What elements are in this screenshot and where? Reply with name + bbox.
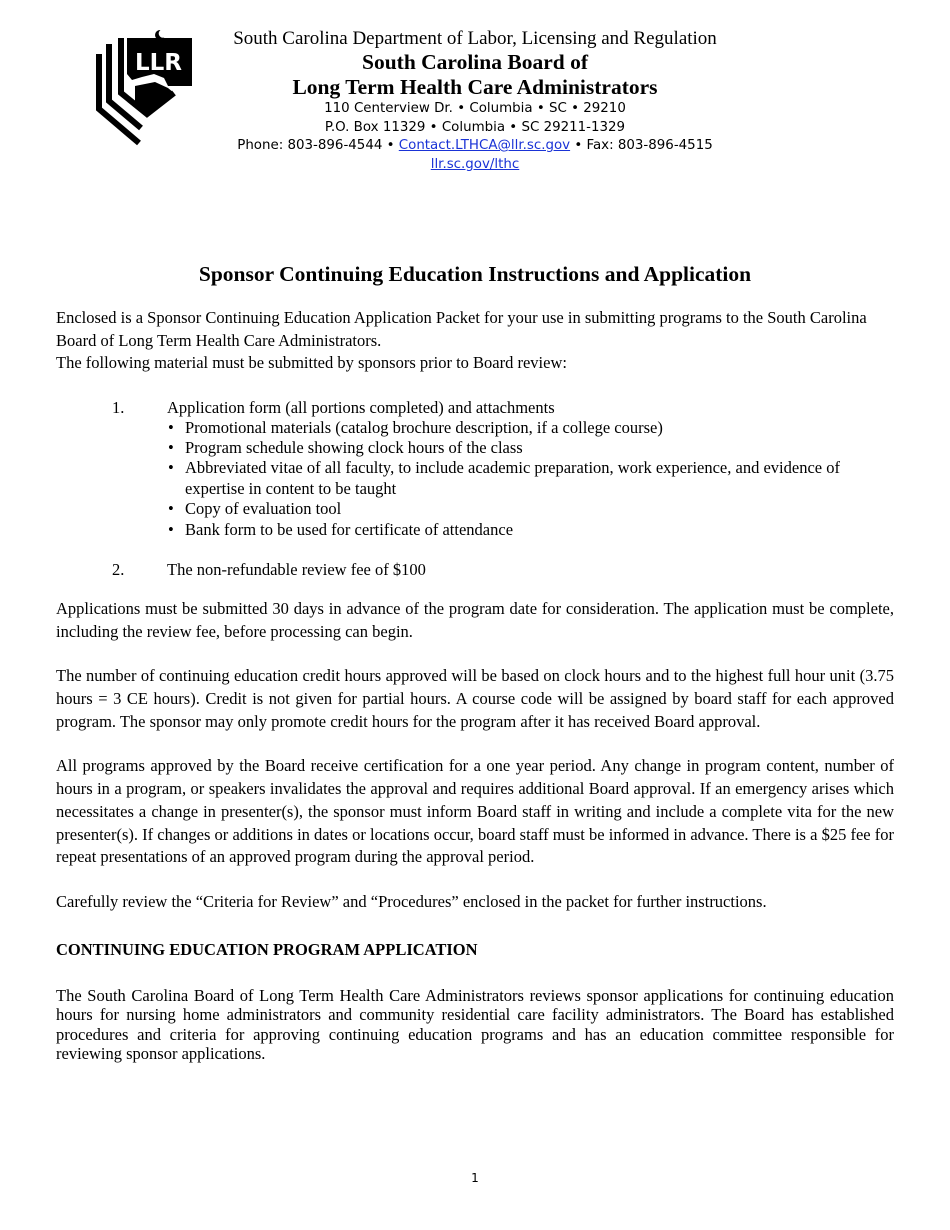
llr-logo — [94, 30, 198, 150]
requirement-item-2 — [56, 559, 894, 580]
board-name-line2: Long Term Health Care Administrators — [292, 75, 658, 99]
bullet-icon: • — [168, 417, 174, 437]
requirement-number: 1. — [112, 397, 125, 417]
bullet-icon: • — [168, 519, 174, 539]
phone-number: Phone: 803-896-4544 • — [237, 138, 399, 153]
page-number: 1 — [471, 1171, 479, 1185]
requirement-text: Application form (all portions completed) and attachments — [167, 397, 555, 417]
intro-requirement-lead: The following material must be submitted by sponsors prior to Board review: — [56, 353, 567, 372]
requirement-number: 2. — [112, 559, 125, 579]
requirement-text: The non-refundable review fee of $100 — [167, 559, 426, 579]
letterhead — [230, 27, 720, 174]
street-address: 110 Centerview Dr. • Columbia • SC • 29210 — [324, 101, 626, 116]
requirement-item-1 — [56, 397, 894, 540]
list-item: • Bank form to be used for certificate of attendance — [168, 519, 514, 539]
bullet-icon: • — [168, 499, 174, 519]
fax-number: • Fax: 803-896-4515 — [570, 138, 713, 153]
department-name: South Carolina Department of Labor, Licensing and Regulation — [233, 28, 717, 49]
bullet-icon: • — [168, 458, 174, 478]
certification-paragraph: All programs approved by the Board receive certification for a one year period. Any change in program content, number of hours in a program, or speakers invalidates the approval and requires additional Board approval. If an emergency arises which necessitates a change in presenter(s), the sponsor must inform Board staff in writing and include a complete vita for the new presenter(s). If changes or additions in dates or locations occur, board staff must be informed in advance. There is a $25 fee for repeat presentations of an approved program during the approval period. — [56, 756, 894, 867]
credit-hours-paragraph: The number of continuing education credit hours approved will be based on clock hours and to the highest full hour unit (3.75 hours = 3 CE hours). Credit is not given for partial hours. A course code will be assigned by board staff for each approved program. The sponsor may only promote credit hours for the program after it has received Board approval. — [56, 666, 894, 731]
website-link[interactable]: llr.sc.gov/lthc — [430, 156, 520, 172]
po-box-address: P.O. Box 11329 • Columbia • SC 29211-1329 — [324, 119, 626, 135]
bullet-icon: • — [168, 437, 174, 457]
page-title: Sponsor Continuing Education Instructions and Application — [198, 262, 752, 286]
intro — [56, 307, 894, 375]
timing-paragraph: Applications must be submitted 30 days in advance of the program date for consideration. The application must be complete, including the review fee, before processing can begin. — [56, 598, 894, 641]
document-body — [56, 307, 894, 1064]
logo-text: LLR — [134, 50, 183, 76]
contact-line — [230, 137, 720, 156]
list-item: • Copy of evaluation tool — [168, 499, 342, 519]
section-paragraph: The South Carolina Board of Long Term Health Care Administrators reviews sponsor applications for continuing education hours for nursing home administrators and community residential care facility administrators. The Board has established procedures and criteria for approving continuing education programs and has an education committee responsible for reviewing sponsor applications. — [56, 985, 894, 1064]
website-line — [230, 156, 720, 175]
intro-paragraph: Enclosed is a Sponsor Continuing Education Application Packet for your use in submitting programs to the South Carolina Board of Long Term Health Care Administrators. — [56, 308, 867, 350]
section-heading: CONTINUING EDUCATION PROGRAM APPLICATION — [56, 939, 478, 959]
list-item: • Promotional materials (catalog brochure description, if a college course) — [168, 417, 663, 437]
list-item: • Program schedule showing clock hours of the class — [168, 437, 523, 457]
review-paragraph: Carefully review the “Criteria for Review” and “Procedures” enclosed in the packet for further instructions. — [56, 891, 767, 911]
list-item: • Abbreviated vitae of all faculty, to include academic preparation, work experience, and evidence of expertise in content to be taught — [168, 458, 840, 498]
board-name-line1: South Carolina Board of — [362, 50, 588, 74]
attachment-list — [167, 418, 894, 540]
email-link[interactable]: Contact.LTHCA@llr.sc.gov — [398, 138, 571, 153]
